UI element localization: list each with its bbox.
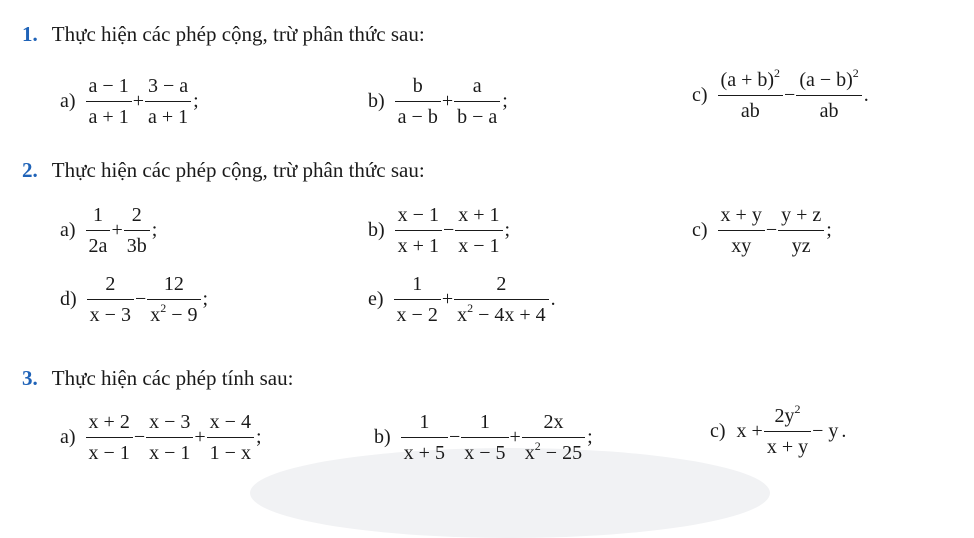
numerator [540, 410, 566, 434]
denominator-text: x − 1 [149, 442, 191, 464]
numerator [493, 272, 509, 296]
exercise-number: 1. [22, 22, 38, 46]
numerator [771, 404, 803, 428]
denominator [817, 99, 842, 123]
operator: + [194, 426, 206, 448]
punctuation: ; [151, 219, 158, 241]
operator: x + [736, 420, 763, 442]
punctuation: . [841, 420, 847, 442]
denominator-text: x + 5 [403, 442, 445, 464]
denominator [764, 435, 811, 459]
numerator-text: 2 [496, 273, 507, 295]
fraction [455, 203, 502, 258]
fraction-bar [454, 299, 549, 300]
denominator-text: x − 5 [464, 442, 506, 464]
denominator [86, 441, 133, 465]
denominator [395, 105, 441, 129]
numerator-text: a [472, 75, 482, 97]
denominator [395, 234, 442, 258]
numerator [410, 74, 426, 98]
exponent: 2 [794, 402, 801, 416]
fraction-bar [86, 230, 111, 231]
denominator-text: x − 1 [88, 442, 130, 464]
numerator [207, 410, 254, 434]
operator: + [441, 288, 454, 310]
denominator-text: a + 1 [147, 106, 189, 128]
fraction-bar [395, 101, 441, 102]
fraction-bar [778, 230, 824, 231]
fraction-bar [87, 299, 134, 300]
exponent: 2 [852, 66, 859, 80]
fraction-bar [86, 101, 132, 102]
punctuation: . [550, 288, 556, 310]
denominator [461, 441, 508, 465]
fraction-bar [395, 230, 442, 231]
denominator [86, 234, 111, 258]
operator: − [442, 219, 455, 241]
fraction-bar [454, 101, 500, 102]
denominator-text: 1 − x [209, 442, 251, 464]
denominator-text: − 25 [540, 442, 583, 464]
fraction [764, 404, 811, 459]
punctuation: ; [193, 90, 199, 112]
fraction-bar [764, 431, 811, 432]
numerator [416, 410, 432, 434]
exercise-number: 2. [22, 158, 38, 182]
punctuation: ; [255, 426, 262, 448]
fraction [461, 410, 508, 465]
exercise-1-heading [22, 22, 425, 47]
denominator-text: 2a [88, 235, 108, 257]
denominator [147, 303, 200, 327]
operator: − [448, 426, 461, 448]
numerator [161, 272, 187, 296]
exercise-title: Thực hiện các phép cộng, trừ phân thức sau: [51, 22, 425, 46]
fraction [395, 74, 441, 129]
numerator [778, 203, 824, 227]
numerator [102, 272, 118, 296]
fraction [778, 203, 824, 258]
numerator-text: x − 4 [209, 411, 251, 433]
problem-label: a) [60, 219, 76, 241]
problem-label: b) [368, 90, 385, 112]
denominator-text: x + 1 [397, 235, 439, 257]
numerator-text: 1 [92, 204, 103, 226]
denominator [738, 99, 763, 123]
denominator [789, 234, 814, 258]
problem-label: e) [368, 288, 384, 310]
problem-2e [368, 272, 556, 327]
numerator-text: x + 2 [88, 411, 130, 433]
denominator [145, 105, 191, 129]
numerator-text: 12 [163, 273, 184, 295]
problem-2c [692, 203, 832, 258]
numerator [395, 203, 442, 227]
numerator [796, 68, 861, 92]
denominator [146, 441, 193, 465]
problem-label: a) [60, 90, 76, 112]
fraction-bar [145, 101, 191, 102]
exercise-title: Thực hiện các phép tính sau: [51, 366, 294, 390]
denominator-text: xy [731, 235, 752, 257]
numerator-text: x − 3 [149, 411, 191, 433]
problem-2d [60, 272, 208, 327]
fraction [395, 203, 442, 258]
operator: + [509, 426, 521, 448]
denominator-text: − 4x + 4 [473, 304, 546, 326]
problem-1b [368, 74, 508, 129]
operator: − [133, 426, 146, 448]
punctuation: ; [202, 288, 209, 310]
problem-label: b) [374, 426, 391, 448]
denominator-text: x − 1 [458, 235, 500, 257]
fraction-bar [86, 437, 133, 438]
problem-label: a) [60, 426, 76, 448]
fraction-bar [207, 437, 254, 438]
problem-label: c) [692, 84, 708, 106]
numerator-text: 2 [105, 273, 116, 295]
numerator-text: b [412, 75, 423, 97]
denominator [207, 441, 254, 465]
punctuation: ; [826, 219, 832, 241]
fraction-bar [461, 437, 508, 438]
fraction [146, 410, 193, 465]
denominator [401, 441, 448, 465]
fraction [718, 68, 783, 123]
exponent: 2 [774, 66, 781, 80]
exponent: 2 [160, 301, 167, 315]
denominator-base: x [150, 304, 161, 326]
denominator-text: − 9 [166, 304, 198, 326]
numerator [718, 68, 783, 92]
numerator [86, 410, 133, 434]
numerator-text: 2x [543, 411, 564, 433]
fraction-bar [147, 299, 200, 300]
denominator-base: x [457, 304, 468, 326]
punctuation: ; [587, 426, 593, 448]
numerator [718, 203, 765, 227]
numerator [146, 410, 193, 434]
denominator-text: x + y [766, 436, 809, 458]
denominator-text: x − 3 [89, 304, 131, 326]
problem-2a [60, 203, 157, 258]
numerator-text: 1 [479, 411, 490, 433]
exercise-title: Thực hiện các phép cộng, trừ phân thức sau: [51, 158, 425, 182]
fraction-bar [718, 230, 765, 231]
denominator [454, 303, 549, 327]
denominator [86, 105, 132, 129]
operator: − [134, 288, 147, 310]
exercise-number: 3. [22, 366, 38, 390]
numerator-text: x + 1 [458, 204, 500, 226]
operator: − y [812, 420, 839, 442]
numerator [86, 74, 132, 98]
denominator [124, 234, 150, 258]
fraction [207, 410, 254, 465]
fraction-bar [146, 437, 193, 438]
denominator-base: x [524, 442, 535, 464]
problem-1a [60, 74, 199, 129]
fraction [145, 74, 191, 129]
denominator [394, 303, 441, 327]
numerator-text: a − 1 [88, 75, 129, 97]
numerator-text: 3 − a [147, 75, 189, 97]
problem-label: c) [710, 420, 726, 442]
fraction [86, 203, 111, 258]
punctuation: . [863, 84, 869, 106]
operator: + [132, 90, 144, 112]
denominator [454, 105, 500, 129]
problem-label: c) [692, 219, 708, 241]
denominator-text: yz [791, 235, 811, 257]
denominator-text: a + 1 [88, 106, 129, 128]
exercise-3-heading [22, 366, 293, 391]
problem-3b [374, 410, 593, 465]
exercise-2-heading [22, 158, 425, 183]
numerator-text: y + z [781, 204, 822, 226]
numerator-text: (a + b) [720, 69, 775, 91]
fraction [454, 74, 500, 129]
punctuation: ; [504, 219, 511, 241]
fraction [147, 272, 200, 327]
numerator-text: 1 [419, 411, 430, 433]
numerator [90, 203, 106, 227]
operator: − [784, 84, 796, 106]
denominator [87, 303, 134, 327]
exponent: 2 [467, 301, 474, 315]
fraction-bar [401, 437, 448, 438]
numerator-base: 2y [774, 405, 795, 427]
problem-1c [692, 68, 869, 123]
denominator [522, 441, 585, 465]
denominator-text: ab [819, 100, 839, 122]
numerator [129, 203, 145, 227]
fraction [86, 74, 132, 129]
denominator [455, 234, 502, 258]
denominator-text: 3b [126, 235, 147, 257]
numerator-text: x + y [720, 204, 762, 226]
fraction [401, 410, 448, 465]
denominator [728, 234, 754, 258]
numerator [455, 203, 502, 227]
numerator-text: (a − b) [799, 69, 853, 91]
fraction-bar [796, 95, 861, 96]
fraction-bar [455, 230, 502, 231]
fraction [718, 203, 765, 258]
problem-2b [368, 203, 510, 258]
problem-label: d) [60, 288, 77, 310]
problem-label: b) [368, 219, 385, 241]
exponent: 2 [534, 439, 541, 453]
fraction [454, 272, 549, 327]
fraction-bar [522, 437, 585, 438]
problem-3c [710, 404, 846, 459]
fraction [394, 272, 441, 327]
operator: + [111, 219, 123, 241]
numerator [477, 410, 493, 434]
punctuation: ; [502, 90, 508, 112]
denominator-text: a − b [397, 106, 438, 128]
fraction-bar [394, 299, 441, 300]
numerator-text: 2 [131, 204, 142, 226]
fraction [86, 410, 133, 465]
denominator-text: b − a [457, 106, 498, 128]
fraction [87, 272, 134, 327]
operator: + [441, 90, 454, 112]
numerator [409, 272, 425, 296]
problem-3a [60, 410, 262, 465]
numerator [470, 74, 485, 98]
denominator-text: ab [740, 100, 760, 122]
denominator-text: x − 2 [396, 304, 438, 326]
numerator-text: x − 1 [397, 204, 439, 226]
fraction [522, 410, 585, 465]
operator: − [765, 219, 778, 241]
numerator-text: 1 [412, 273, 423, 295]
fraction-bar [718, 95, 783, 96]
numerator [145, 74, 191, 98]
fraction [796, 68, 861, 123]
fraction [124, 203, 150, 258]
fraction-bar [124, 230, 150, 231]
